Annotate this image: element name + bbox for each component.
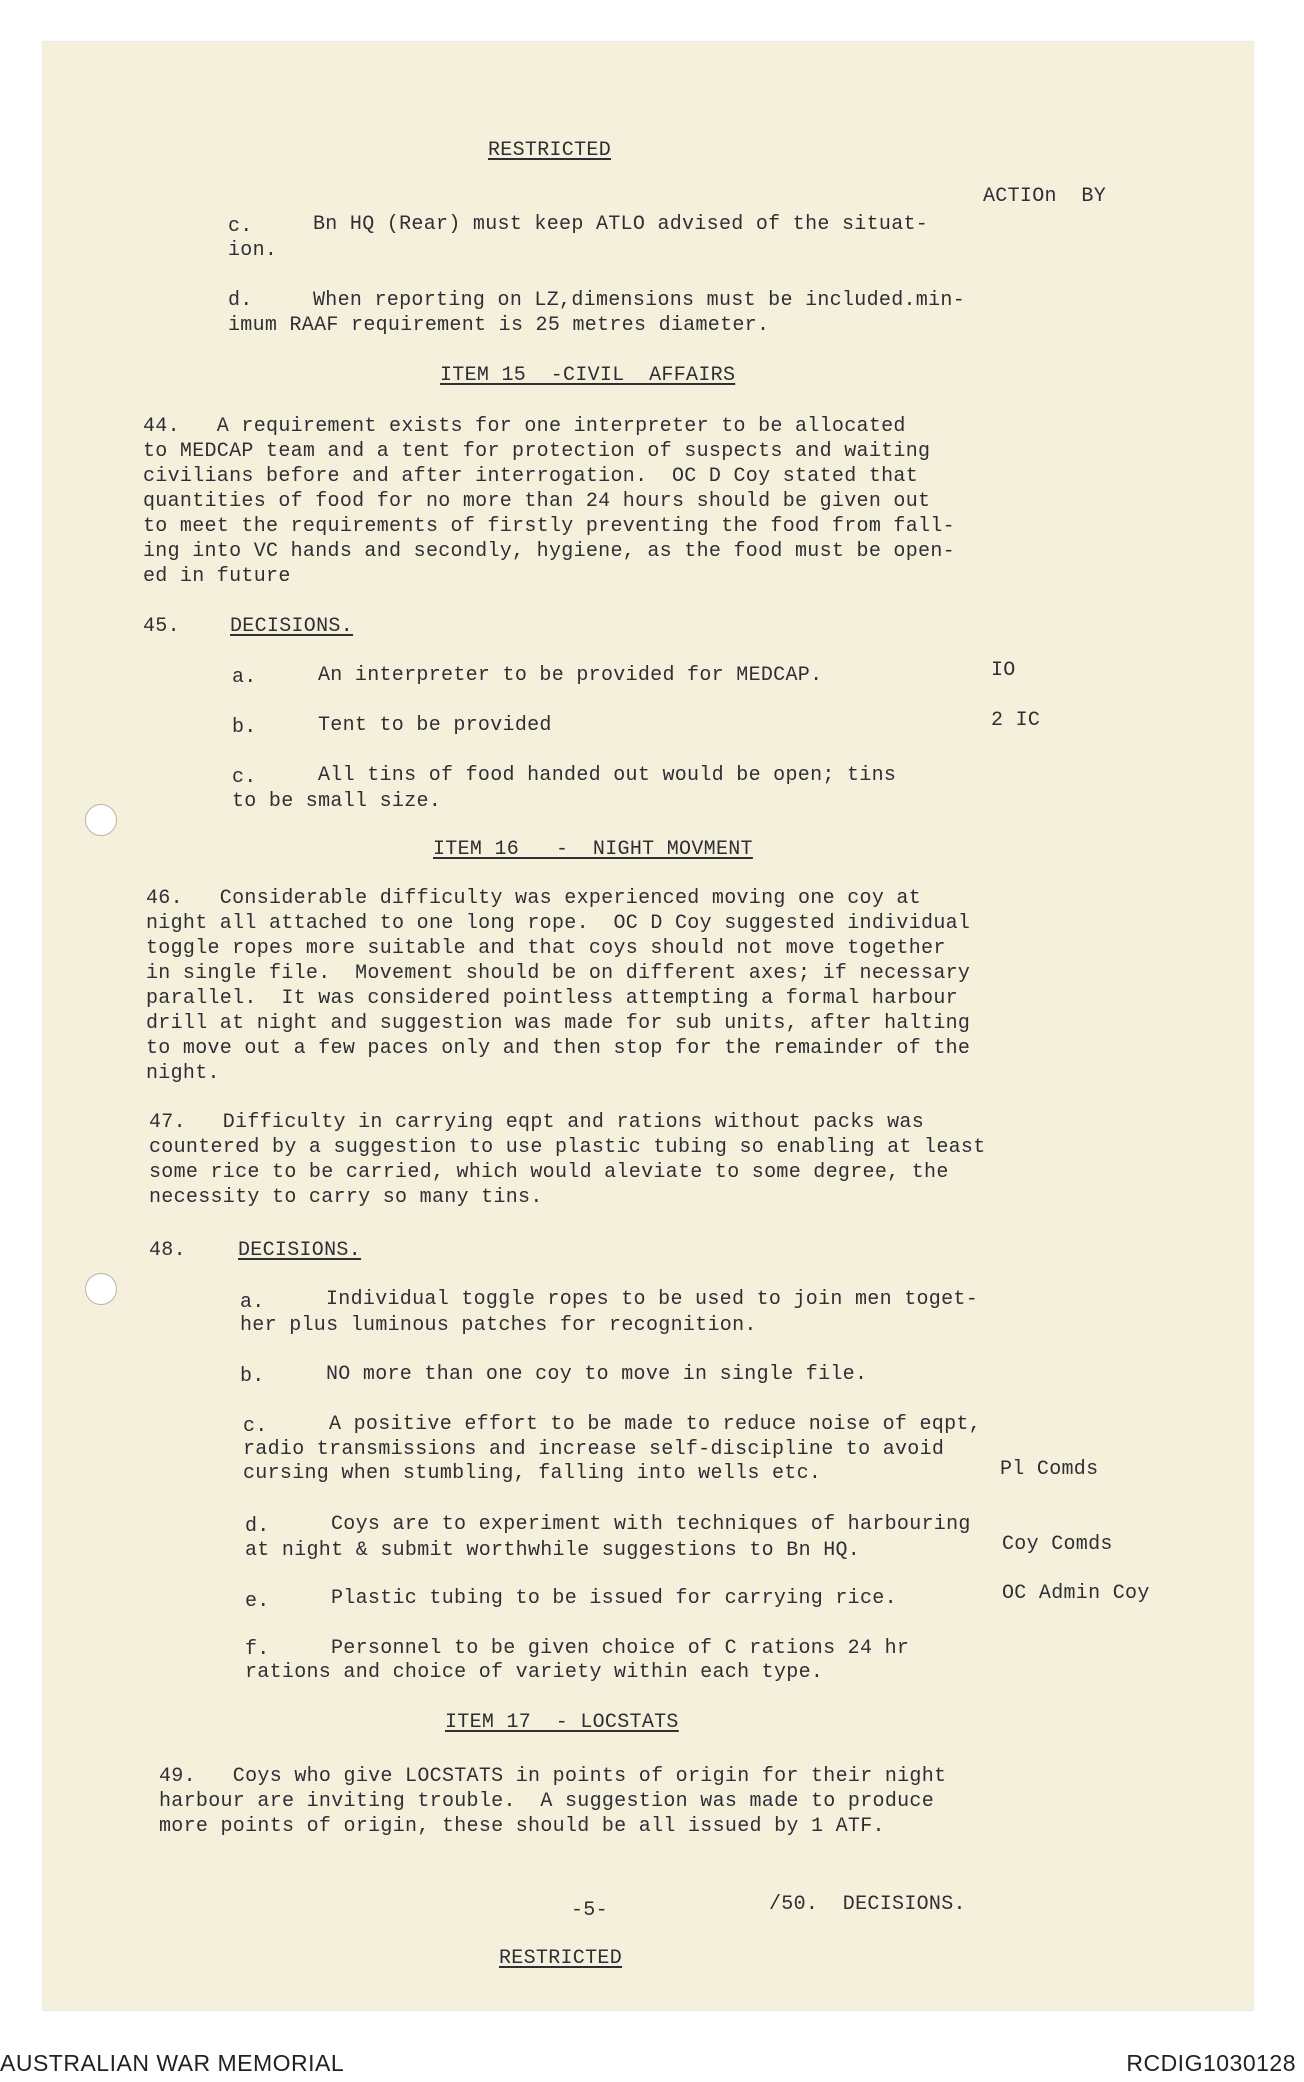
decision-48e-action: OC Admin Coy (1002, 1582, 1150, 1605)
decision-45c-label: c. (232, 766, 257, 789)
item-d-text: When reporting on LZ,dimensions must be included.min- (313, 289, 966, 312)
item-c-label: c. (228, 215, 253, 238)
decision-48c-text-cont: radio transmissions and increase self-discipline to avoid (243, 1438, 945, 1461)
decision-48d-label: d. (245, 1515, 270, 1538)
item-c-text-cont: ion. (228, 239, 278, 262)
punch-hole (85, 1273, 117, 1305)
continuation-note: /50. DECISIONS. (769, 1893, 966, 1916)
item-d-text-cont: imum RAAF requirement is 25 metres diameter. (228, 314, 770, 337)
decision-45c-text-cont: to be small size. (232, 790, 442, 813)
action-by-column-header: ACTIOn BY (983, 185, 1107, 208)
paragraph-44: 44. A requirement exists for one interpreter to be allocated to MEDCAP team and a tent for protection of suspects and waiting civilians before and after interrogation. OC D Coy stated that quantities of food for no more than 24 hours should be given out to meet the requirements of firstly preventing the food from fall- ing into VC hands and secondly, hygiene, as the food must be open- ed in future (143, 415, 955, 588)
item-c-text: Bn HQ (Rear) must keep ATLO advised of the situat- (313, 213, 929, 236)
paragraph-46: 46. Considerable difficulty was experienced moving one coy at night all attached to one long rope. OC D Coy suggested individual toggle ropes more suitable and that coys should not move together in single file. Movement should be on different axes; if necessary parallel. It was considered pointless attempting a formal harbour drill at night and suggestion was made for sub units, after halting to move out a few paces only and then stop for the remainder of the night. (146, 887, 971, 1085)
decision-45b-text: Tent to be provided (318, 714, 552, 737)
decisions-48-label: DECISIONS. (238, 1239, 362, 1262)
decision-45a-label: a. (232, 666, 257, 689)
item-17-heading: ITEM 17 - LOCSTATS (445, 1711, 679, 1734)
decisions-45-label: DECISIONS. (230, 615, 354, 638)
punch-hole (85, 804, 117, 836)
decision-45c-text: All tins of food handed out would be open; tins (318, 764, 897, 787)
decision-48c-action: Pl Comds (1000, 1458, 1099, 1481)
decision-48a-label: a. (240, 1291, 265, 1314)
decision-48d-text-cont: at night & submit worthwhile suggestions to Bn HQ. (245, 1539, 861, 1562)
decision-48b-text: NO more than one coy to move in single file. (326, 1363, 868, 1386)
decision-48f-label: f. (245, 1638, 270, 1661)
decision-48c-text: A positive effort to be made to reduce noise of eqpt, (329, 1413, 982, 1436)
decision-45b-action: 2 IC (991, 709, 1041, 732)
decision-48f-text: Personnel to be given choice of C rations 24 hr (331, 1637, 910, 1660)
decision-45b-label: b. (232, 716, 257, 739)
classification-footer: RESTRICTED (499, 1947, 623, 1970)
archive-name: AUSTRALIAN WAR MEMORIAL (0, 2050, 345, 2076)
decisions-45-number: 45. (143, 615, 180, 638)
item-d-label: d. (228, 289, 253, 312)
decision-48a-text-cont: her plus luminous patches for recognition. (240, 1314, 757, 1337)
classification-header: RESTRICTED (488, 139, 612, 162)
decision-48e-text: Plastic tubing to be issued for carrying rice. (331, 1587, 897, 1610)
decision-48d-action: Coy Comds (1002, 1533, 1113, 1556)
paragraph-47: 47. Difficulty in carrying eqpt and rations without packs was countered by a suggestion to use plastic tubing so enabling at least some rice to be carried, which would aleviate to some degree, the necessity to carry so many tins. (149, 1111, 986, 1209)
item-16-heading: ITEM 16 - NIGHT MOVMENT (433, 838, 753, 861)
decision-48c-label: c. (243, 1415, 268, 1438)
decision-45a-action: IO (991, 659, 1016, 682)
decision-45a-text: An interpreter to be provided for MEDCAP. (318, 664, 823, 687)
archive-reference: RCDIG1030128 (1126, 2050, 1296, 2076)
decision-48b-label: b. (240, 1365, 265, 1388)
item-15-heading: ITEM 15 -CIVIL AFFAIRS (440, 364, 736, 387)
decision-48a-text: Individual toggle ropes to be used to join men toget- (326, 1288, 979, 1311)
decision-48c-text-cont2: cursing when stumbling, falling into wells etc. (243, 1462, 822, 1485)
page-number: -5- (571, 1899, 608, 1922)
decisions-48-number: 48. (149, 1239, 186, 1262)
decision-48e-label: e. (245, 1590, 270, 1613)
decision-48d-text: Coys are to experiment with techniques of harbouring (331, 1513, 971, 1536)
decision-48f-text-cont: rations and choice of variety within each type. (245, 1661, 824, 1684)
paragraph-49: 49. Coys who give LOCSTATS in points of origin for their night harbour are inviting trouble. A suggestion was made to produce more points of origin, these should be all issued by 1 ATF. (159, 1765, 947, 1838)
